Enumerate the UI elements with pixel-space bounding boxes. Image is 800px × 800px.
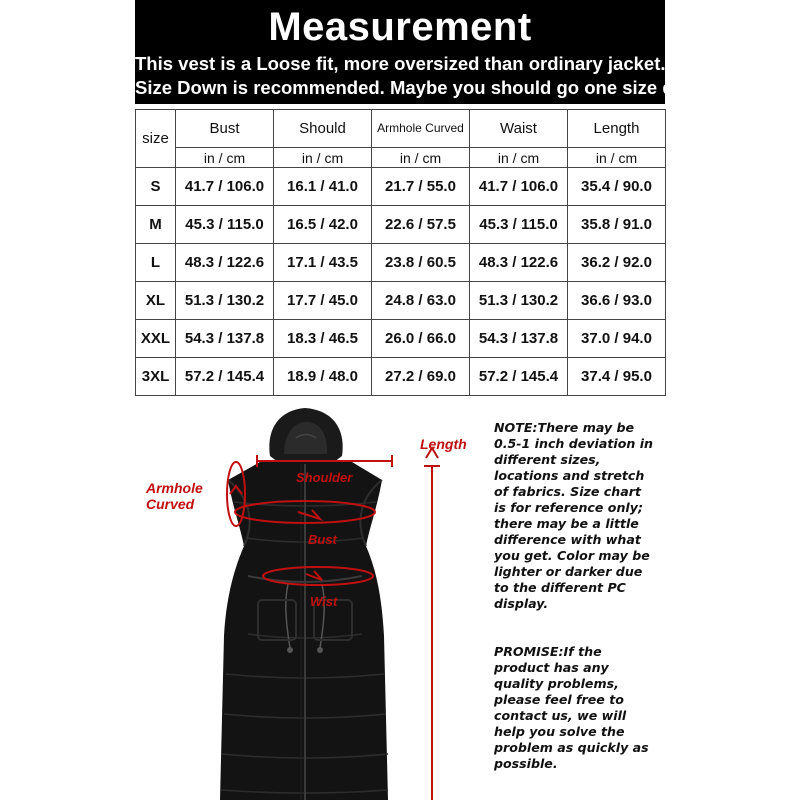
unit-label: in / cm bbox=[568, 148, 666, 168]
table-header-row bbox=[136, 110, 666, 148]
table-cell: 16.5 / 42.0 bbox=[274, 206, 372, 244]
note-text: NOTE:There may be 0.5-1 inch deviation in different sizes, locations and stretch of fabrics. Size chart is for reference only; there may be a little difference with what you get. Color may be lighter or darker due to the different PC display. bbox=[494, 420, 653, 611]
table-cell: 18.3 / 46.5 bbox=[274, 320, 372, 358]
table-cell: 36.6 / 93.0 bbox=[568, 282, 666, 320]
table-cell: 21.7 / 55.0 bbox=[372, 168, 470, 206]
table-row bbox=[136, 358, 666, 396]
table-cell: 36.2 / 92.0 bbox=[568, 244, 666, 282]
table-cell: 51.3 / 130.2 bbox=[176, 282, 274, 320]
size-cell: XXL bbox=[136, 320, 176, 358]
garment-diagram bbox=[120, 398, 490, 800]
armhole-header-text: Armhole Curved bbox=[377, 121, 464, 135]
table-cell: 54.3 / 137.8 bbox=[176, 320, 274, 358]
table-row bbox=[136, 206, 666, 244]
bust-label: Bust bbox=[308, 532, 337, 547]
armhole-label bbox=[146, 480, 203, 512]
vest-illustration bbox=[120, 398, 490, 800]
column-header-length: Length bbox=[568, 110, 666, 148]
table-row bbox=[136, 168, 666, 206]
armhole-label-line-1: Armhole bbox=[146, 480, 203, 496]
size-cell: 3XL bbox=[136, 358, 176, 396]
size-cell: XL bbox=[136, 282, 176, 320]
size-cell: M bbox=[136, 206, 176, 244]
table-cell: 37.4 / 95.0 bbox=[568, 358, 666, 396]
table-cell: 22.6 / 57.5 bbox=[372, 206, 470, 244]
table-cell: 54.3 / 137.8 bbox=[470, 320, 568, 358]
table-cell: 41.7 / 106.0 bbox=[470, 168, 568, 206]
table-cell: 17.1 / 43.5 bbox=[274, 244, 372, 282]
armhole-label-line-2: Curved bbox=[146, 496, 195, 512]
table-row bbox=[136, 320, 666, 358]
table-cell: 17.7 / 45.0 bbox=[274, 282, 372, 320]
table-cell: 45.3 / 115.0 bbox=[470, 206, 568, 244]
table-cell: 48.3 / 122.6 bbox=[176, 244, 274, 282]
table-cell: 37.0 / 94.0 bbox=[568, 320, 666, 358]
column-header-waist: Waist bbox=[470, 110, 568, 148]
table-cell: 24.8 / 63.0 bbox=[372, 282, 470, 320]
page-title: Measurement bbox=[268, 5, 532, 49]
unit-label: in / cm bbox=[176, 148, 274, 168]
table-cell: 23.8 / 60.5 bbox=[372, 244, 470, 282]
unit-label: in / cm bbox=[274, 148, 372, 168]
length-label: Length bbox=[420, 436, 467, 452]
table-cell: 51.3 / 130.2 bbox=[470, 282, 568, 320]
table-cell: 35.8 / 91.0 bbox=[568, 206, 666, 244]
promise-text: PROMISE:If the product has any quality problems, please feel free to contact us, we will help you solve the problem as quickly as possible. bbox=[494, 644, 649, 771]
table-units-row bbox=[136, 148, 666, 168]
size-column-header: size bbox=[136, 110, 176, 168]
column-header-armhole bbox=[372, 110, 470, 148]
waist-label: Wist bbox=[310, 594, 338, 609]
table-cell: 27.2 / 69.0 bbox=[372, 358, 470, 396]
table-cell: 18.9 / 48.0 bbox=[274, 358, 372, 396]
unit-label: in / cm bbox=[372, 148, 470, 168]
table-row bbox=[136, 244, 666, 282]
table-cell: 45.3 / 115.0 bbox=[176, 206, 274, 244]
table-row bbox=[136, 282, 666, 320]
table-cell: 16.1 / 41.0 bbox=[274, 168, 372, 206]
size-chart-table bbox=[135, 109, 666, 396]
fit-note-line-2: Size Down is recommended. Maybe you should go one size down. bbox=[135, 77, 716, 98]
size-cell: S bbox=[136, 168, 176, 206]
table-cell: 41.7 / 106.0 bbox=[176, 168, 274, 206]
size-cell: L bbox=[136, 244, 176, 282]
fit-note-line-1: This vest is a Loose fit, more oversized than ordinary jacket. bbox=[135, 53, 666, 74]
table-cell: 57.2 / 145.4 bbox=[470, 358, 568, 396]
column-header-bust: Bust bbox=[176, 110, 274, 148]
table-cell: 26.0 / 66.0 bbox=[372, 320, 470, 358]
column-header-shoulder: Should bbox=[274, 110, 372, 148]
shoulder-label: Shoulder bbox=[296, 470, 353, 485]
table-cell: 35.4 / 90.0 bbox=[568, 168, 666, 206]
unit-label: in / cm bbox=[470, 148, 568, 168]
table-cell: 57.2 / 145.4 bbox=[176, 358, 274, 396]
table-cell: 48.3 / 122.6 bbox=[470, 244, 568, 282]
measurement-header bbox=[135, 0, 716, 104]
